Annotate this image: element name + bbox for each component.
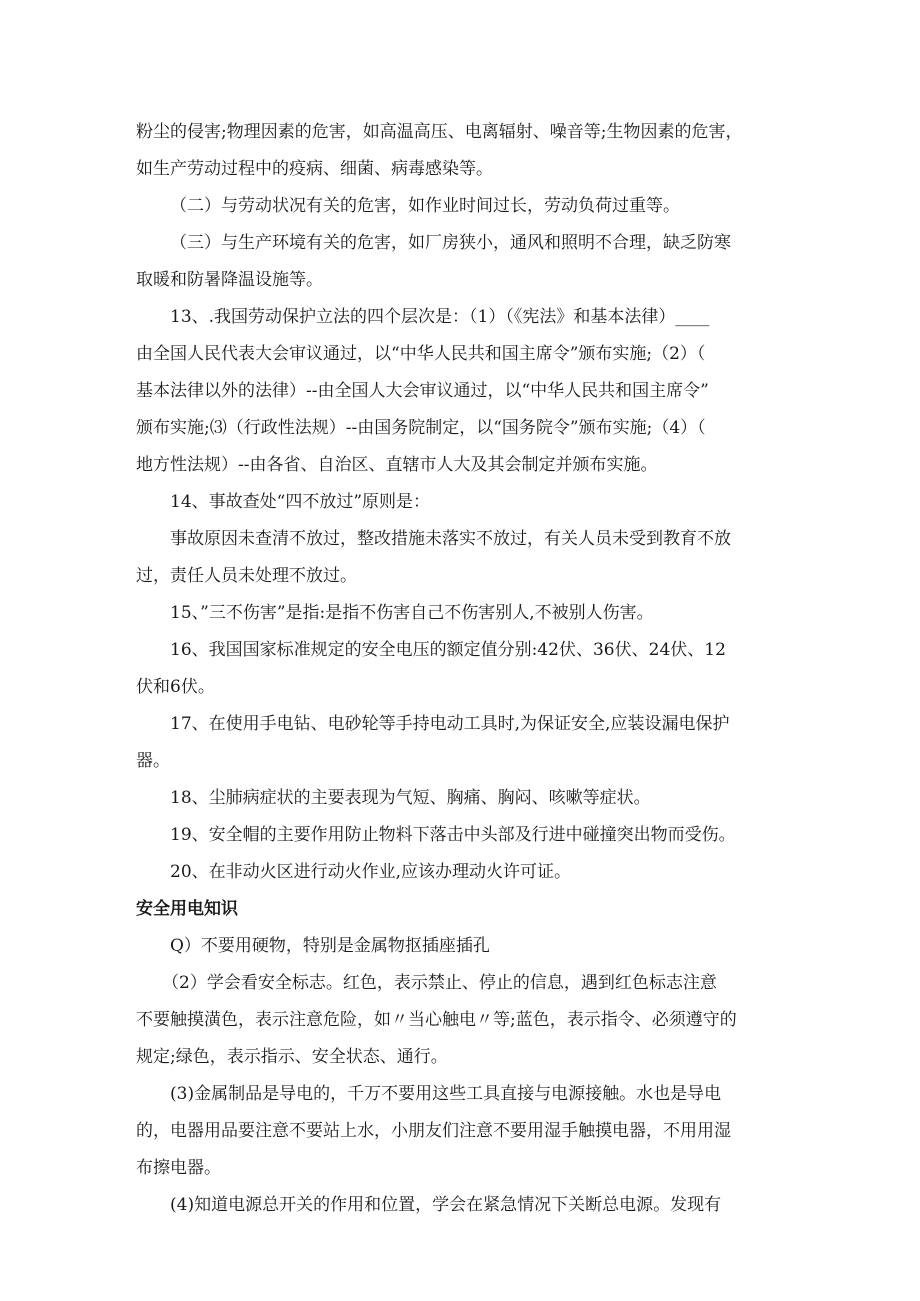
- text-line: Q）不要用硬物，特别是金属物抠插座插孔: [170, 936, 490, 956]
- text-line: 基本法律以外的法律）--由全国人大会审议通过，以“中华人民共和国主席令”: [136, 381, 709, 401]
- text-line: 13、.我国劳动保护立法的四个层次是：（1）（《宪法》和基本法律）____: [170, 307, 710, 327]
- text-line: （三）与生产环境有关的危害，如厂房狭小，通风和照明不合理，缺乏防寒: [170, 233, 731, 253]
- text-line: 颁布实施;⑶（行政性法规）--由国务院制定，以“国务院令”颁布实施;（4）（: [136, 418, 706, 438]
- text-line: 17、在使用手电钻、电砂轮等手持电动工具时,为保证安全,应装设漏电保护: [170, 714, 730, 734]
- text-line: 布擦电器。: [136, 1158, 221, 1178]
- text-line: 由全国人民代表大会审议通过，以“中华人民共和国主席令”颁布实施;（2）（: [136, 344, 706, 364]
- text-line: 的，电器用品要注意不要站上水，小朋友们注意不要用湿手触摸电器，不用用湿: [136, 1121, 731, 1141]
- text-line: 19、安全帽的主要作用防止物料下落击中头部及行进中碰撞突出物而受伤。: [170, 825, 736, 845]
- text-line: 器。: [136, 751, 170, 771]
- text-line: 18、尘肺病症状的主要表现为气短、胸痛、胸闷、咳嗽等症状。: [170, 788, 651, 808]
- text-line: (3)金属制品是导电的，千万不要用这些工具直接与电源接触。水也是导电: [170, 1084, 722, 1104]
- text-line: 取暖和防暑降温设施等。: [136, 270, 323, 290]
- document-body: [136, 114, 796, 1224]
- text-line: 地方性法规）--由各省、自治区、直辖市人大及其会制定并颁布实施。: [136, 455, 658, 475]
- text-line: 伏和6伏。: [136, 677, 215, 697]
- text-line: （二）与劳动状况有关的危害，如作业时间过长，劳动负荷过重等。: [170, 196, 680, 216]
- text-line: 粉尘的侵害;物理因素的危害，如高温高压、电离辐射、噪音等;生物因素的危害，: [136, 122, 743, 142]
- text-line: 15、”三不伤害”是指:是指不伤害自己不伤害别人,不被别人伤害。: [170, 603, 654, 623]
- text-line: 20、在非动火区进行动火作业,应该办理动火许可证。: [170, 862, 572, 882]
- text-line: 事故原因未查清不放过，整改措施未落实不放过，有关人员未受到教育不放: [170, 529, 731, 549]
- text-line: 规定;绿色，表示指示、安全状态、通行。: [136, 1047, 448, 1067]
- text-line: 过，责任人员未处理不放过。: [136, 566, 357, 586]
- text-line: 16、我国国家标准规定的安全电压的额定值分别:42伏、36伏、24伏、12: [170, 640, 726, 660]
- text-line: (4)知道电源总开关的作用和位置，学会在紧急情况下关断总电源。发现有: [170, 1195, 722, 1215]
- text-line: 14、事故查处“四不放过”原则是：: [170, 492, 431, 512]
- text-line: 不要触摸潢色，表示注意危险，如〃当心触电〃等;蓝色，表示指令、必须遵守的: [136, 1010, 737, 1030]
- section-heading: 安全用电知识: [136, 899, 238, 919]
- text-line: 如生产劳动过程中的疫病、细菌、病毒感染等。: [136, 159, 493, 179]
- text-line: （2）学会看安全标志。红色，表示禁止、停止的信息，遇到红色标志注意: [162, 973, 717, 993]
